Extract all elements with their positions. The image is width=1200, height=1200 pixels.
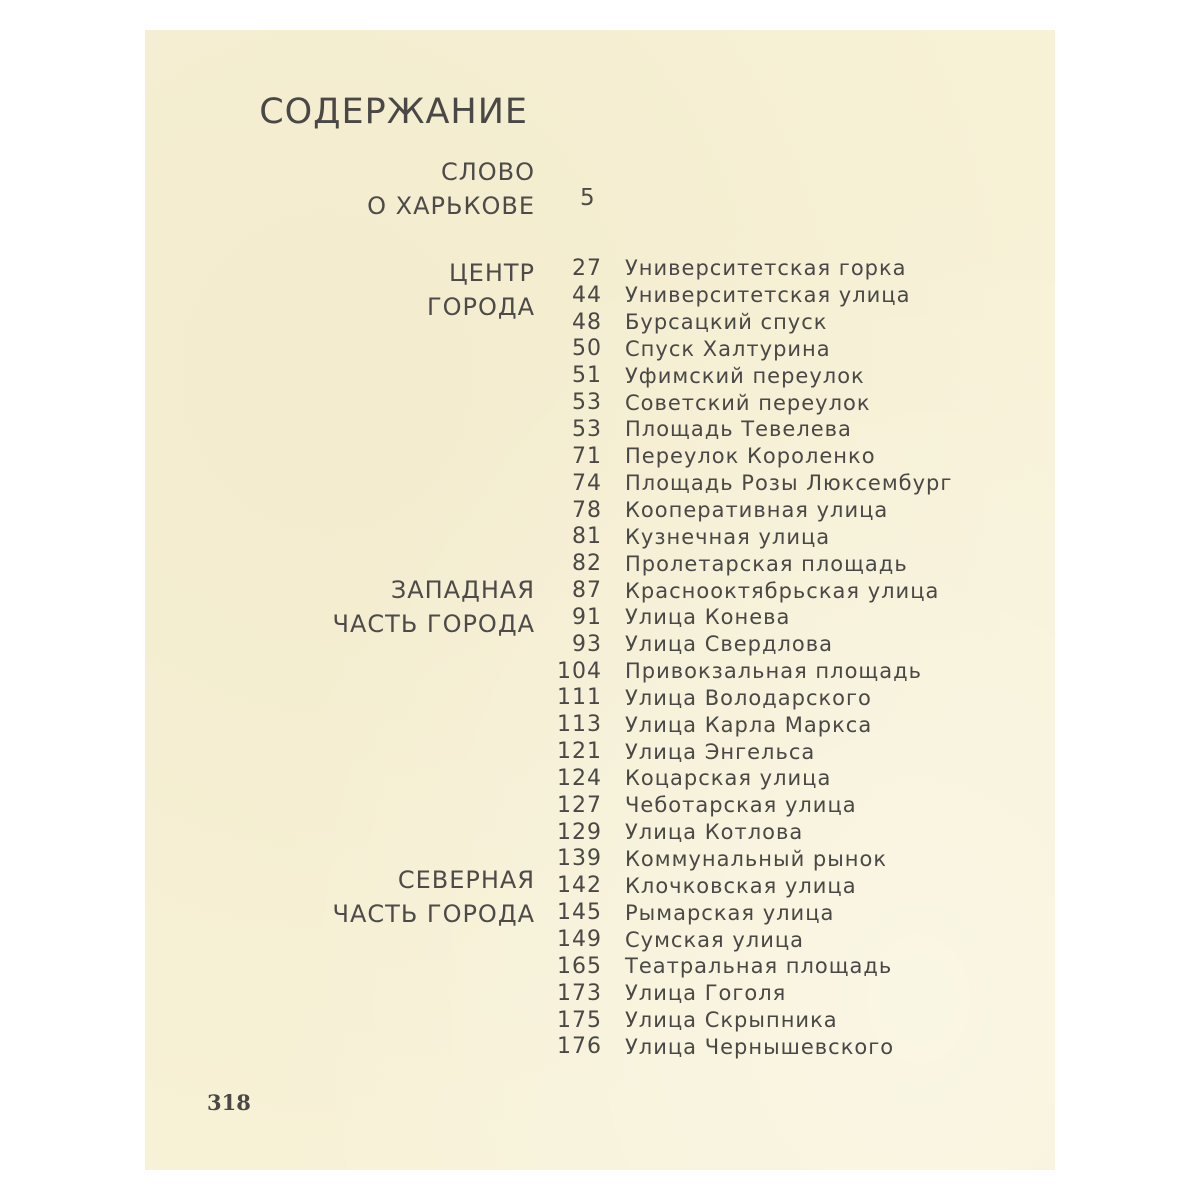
entry-title: Спуск Халтурина [625,336,831,361]
section-heading-west [145,573,535,641]
entry-title: Улица Чернышевского [625,1034,895,1059]
entry-page-number: 78 [572,497,602,523]
entry-page-number: 121 [557,739,602,765]
entry-title: Улица Конева [625,605,791,630]
contents-entry [535,550,1035,577]
section-heading-line1: ЗАПАДНАЯ [390,576,535,604]
entry-title: Краснооктябрьская улица [625,578,940,603]
contents-entry [535,765,1035,792]
contents-entry [535,685,1035,712]
contents-entry [535,872,1035,899]
entry-page-number: 87 [572,578,602,604]
entry-title: Уфимский переулок [625,363,865,388]
entry-page-number: 71 [572,443,602,469]
entry-title: Советский переулок [625,390,871,415]
contents-entry [535,980,1035,1007]
entry-title: Университетская горка [625,256,907,281]
entry-title: Рымарская улица [625,900,835,925]
contents-entry [535,1033,1035,1060]
section-heading-line2: ГОРОДА [426,293,535,321]
entry-title: Театральная площадь [625,954,893,979]
entry-page-number: 139 [557,846,602,872]
contents-entry [535,443,1035,470]
contents-entry [535,658,1035,685]
entry-page-number: 81 [572,524,602,550]
contents-entry [535,711,1035,738]
contents-entry [535,926,1035,953]
entry-page-number: 53 [572,416,602,442]
entry-title: Улица Володарского [625,685,872,710]
contents-entry [535,470,1035,497]
entry-title: Чеботарская улица [625,793,857,818]
entry-title: Площадь Тевелева [625,417,852,442]
intro-page-number: 5 [580,185,595,211]
entry-title: Бурсацкий спуск [625,310,828,335]
entry-page-number: 82 [572,551,602,577]
contents-list [535,255,1035,1060]
contents-entry [535,1007,1035,1034]
entry-title: Клочковская улица [625,873,857,898]
intro-heading-line1: СЛОВО [440,158,535,186]
entry-page-number: 113 [557,712,602,738]
entry-page-number: 176 [557,1034,602,1060]
intro-heading-line2: О ХАРЬКОВЕ [367,192,535,220]
entry-page-number: 173 [557,980,602,1006]
contents-entry [535,389,1035,416]
entry-title: Привокзальная площадь [625,659,922,684]
entry-title: Улица Энгельса [625,739,816,764]
section-heading-center [145,256,535,324]
entry-page-number: 111 [557,685,602,711]
entry-title: Коцарская улица [625,766,832,791]
intro-heading [145,155,535,223]
entry-page-number: 129 [557,819,602,845]
entry-page-number: 104 [557,658,602,684]
entry-page-number: 44 [572,282,602,308]
contents-entry [535,497,1035,524]
entry-title: Улица Карла Маркса [625,712,873,737]
entry-title: Пролетарская площадь [625,551,908,576]
contents-entry [535,362,1035,389]
section-heading-line2: ЧАСТЬ ГОРОДА [332,900,535,928]
entry-page-number: 149 [557,927,602,953]
entry-title: Сумская улица [625,927,805,952]
entry-title: Улица Котлова [625,820,804,845]
entry-page-number: 127 [557,792,602,818]
contents-entry [535,899,1035,926]
entry-page-number: 91 [572,604,602,630]
entry-title: Университетская улица [625,283,911,308]
contents-title: СОДЕРЖАНИЕ [259,92,528,132]
entry-page-number: 27 [572,255,602,281]
entry-page-number: 145 [557,900,602,926]
contents-entry [535,604,1035,631]
contents-entry [535,631,1035,658]
entry-page-number: 165 [557,953,602,979]
contents-entry [535,577,1035,604]
section-heading-line1: ЦЕНТР [449,259,535,287]
entry-page-number: 48 [572,309,602,335]
entry-page-number: 175 [557,1007,602,1033]
section-heading-north [145,863,535,931]
entry-page-number: 93 [572,631,602,657]
section-heading-line1: СЕВЕРНАЯ [397,866,535,894]
contents-entry [535,792,1035,819]
entry-title: Улица Свердлова [625,632,834,657]
entry-page-number: 53 [572,390,602,416]
section-heading-line2: ЧАСТЬ ГОРОДА [332,610,535,638]
entry-page-number: 74 [572,470,602,496]
contents-entry [535,819,1035,846]
contents-entry [535,255,1035,282]
contents-entry [535,523,1035,550]
entry-page-number: 51 [572,363,602,389]
page-number: 318 [207,1090,251,1115]
contents-entry [535,336,1035,363]
entry-title: Переулок Короленко [625,444,876,469]
entry-page-number: 124 [557,765,602,791]
contents-entry [535,738,1035,765]
contents-entry [535,846,1035,873]
contents-entry [535,953,1035,980]
entry-page-number: 142 [557,873,602,899]
entry-title: Улица Скрыпника [625,1008,838,1033]
book-page [145,30,1055,1170]
entry-title: Кузнечная улица [625,524,831,549]
contents-entry [535,309,1035,336]
entry-page-number: 50 [572,336,602,362]
entry-title: Улица Гоголя [625,981,787,1006]
contents-entry [535,416,1035,443]
entry-title: Площадь Розы Люксембург [625,471,953,496]
contents-entry [535,282,1035,309]
entry-title: Кооперативная улица [625,498,889,523]
entry-title: Коммунальный рынок [625,846,888,871]
